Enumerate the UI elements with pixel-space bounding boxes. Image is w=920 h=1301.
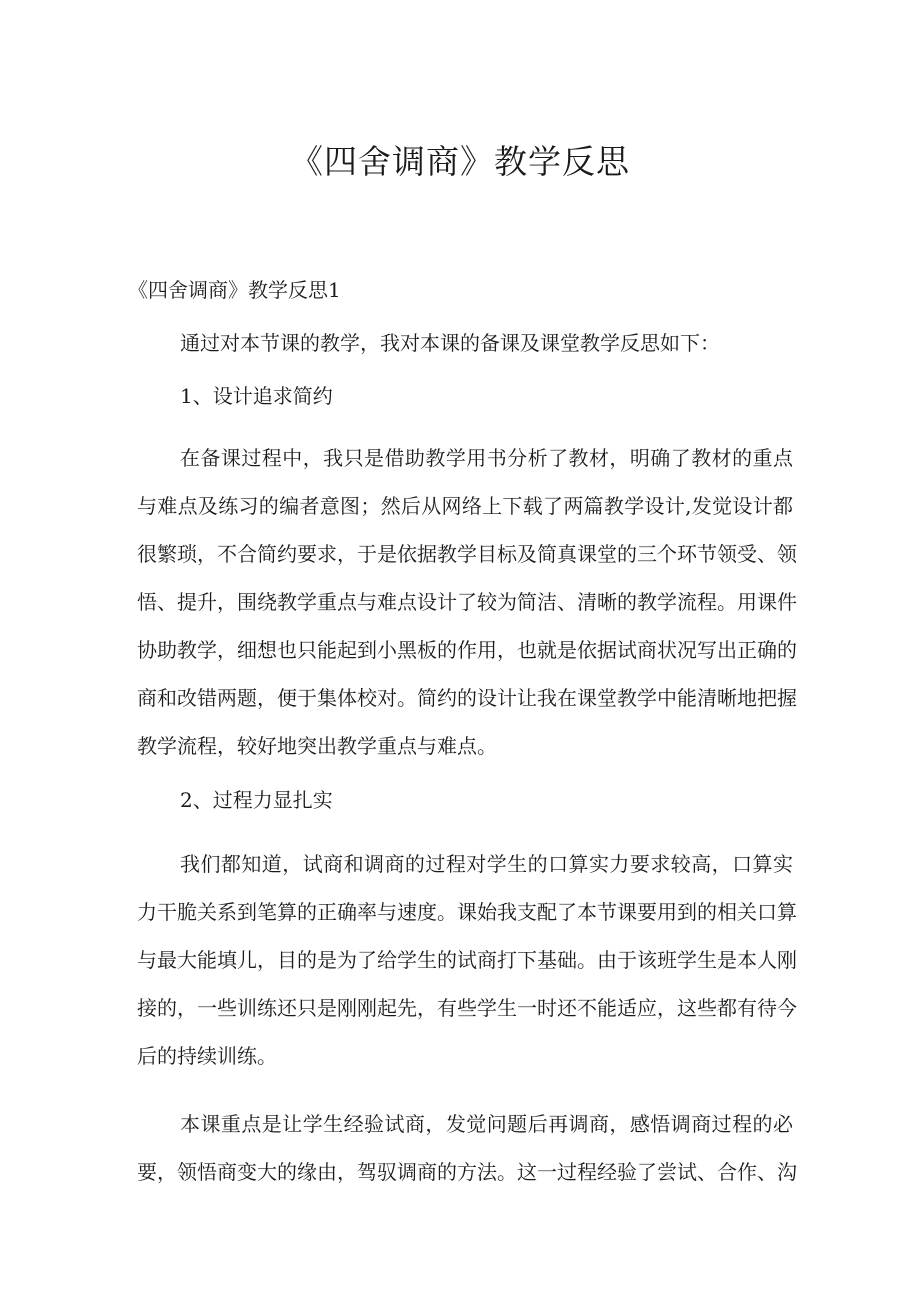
section2-heading: 2、过程力显扎实 (180, 788, 333, 812)
paragraph-line: 与最大能填儿，目的是为了给学生的试商打下基础。由于该班学生是本人刚 (137, 948, 797, 972)
section1-heading: 1、设计追求简约 (180, 384, 333, 408)
paragraph-line: 我们都知道，试商和调商的过程对学生的口算实力要求较高，口算实 (180, 852, 793, 876)
paragraph-line: 力干脆关系到笔算的正确率与速度。课始我支配了本节课要用到的相关口算 (137, 900, 797, 924)
paragraph-line: 要，领悟商变大的缘由，驾驭调商的方法。这一过程经验了尝试、合作、沟 (137, 1160, 797, 1184)
paragraph-line: 教学流程，较好地突出教学重点与难点。 (137, 734, 497, 758)
section-subheading: 《四舍调商》教学反思1 (128, 278, 341, 302)
paragraph-line: 很繁琐，不合简约要求，于是依据教学目标及简真课堂的三个环节领受、领 (137, 542, 797, 566)
document-title: 《四舍调商》教学反思 (290, 142, 630, 181)
paragraph-line: 接的，一些训练还只是刚刚起先，有些学生一时还不能适应，这些都有待今 (137, 996, 797, 1020)
intro-paragraph: 通过对本节课的教学，我对本课的备课及课堂教学反思如下： (180, 331, 720, 355)
paragraph-line: 后的持续训练。 (137, 1044, 277, 1068)
paragraph-line: 在备课过程中，我只是借助教学用书分析了教材，明确了教材的重点 (180, 446, 793, 470)
paragraph-line: 本课重点是让学生经验试商，发觉问题后再调商，感悟调商过程的必 (180, 1112, 793, 1136)
paragraph-line: 协助教学，细想也只能起到小黑板的作用，也就是依据试商状况写出正确的 (137, 638, 797, 662)
paragraph-line: 与难点及练习的编者意图；然后从网络上下载了两篇教学设计,发觉设计都 (137, 494, 793, 518)
paragraph-line: 商和改错两题，便于集体校对。简约的设计让我在课堂教学中能清晰地把握 (137, 686, 797, 710)
paragraph-line: 悟、提升，围绕教学重点与难点设计了较为简洁、清晰的教学流程。用课件 (137, 590, 797, 614)
